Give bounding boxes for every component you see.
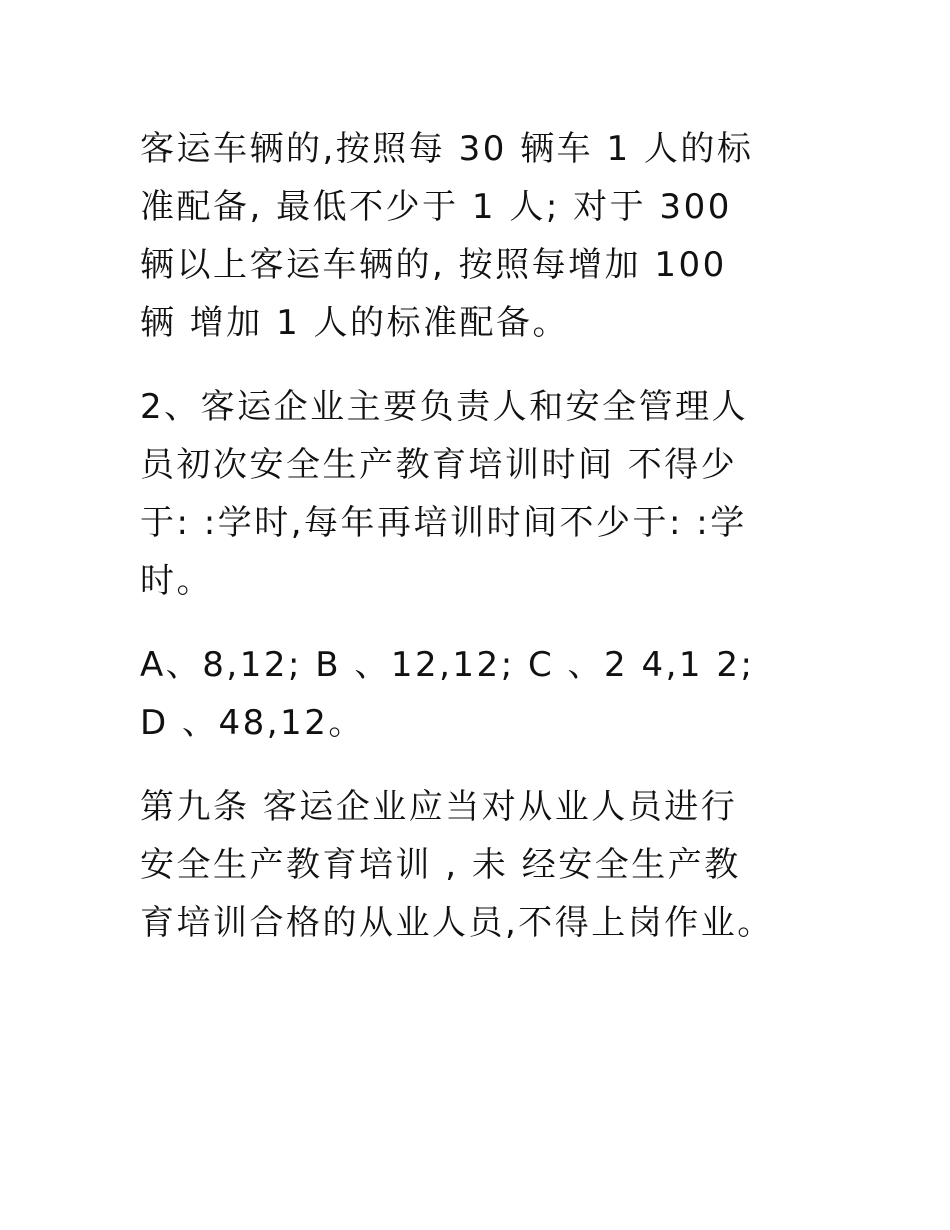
document-body [140, 120, 820, 978]
paragraph-article-9 [140, 778, 820, 952]
text-line: 时。 [140, 561, 213, 601]
text-line: 2、客运企业主要负责人和安全管理人 [140, 387, 749, 427]
text-line: 员初次安全生产教育培训时间 不得少 [140, 445, 738, 485]
text-line: 第九条 客运企业应当对从业人员进行 [140, 787, 738, 827]
text-line: 客运车辆的,按照每 30 辆车 1 人的标 [140, 129, 754, 169]
paragraph-staffing-standard [140, 120, 820, 352]
text-line: 育培训合格的从业人员,不得上岗作业。 [140, 903, 774, 943]
paragraph-answer-options [140, 636, 820, 752]
text-line: D 、48,12。 [140, 703, 365, 743]
text-line: 于: :学时,每年再培训时间不少于: :学 [140, 503, 747, 543]
text-line: 安全生产教育培训 , 未 经安全生产教 [140, 845, 741, 885]
paragraph-question-2 [140, 378, 820, 610]
text-line: 辆 增加 1 人的标准配备。 [140, 303, 570, 343]
text-line: 准配备, 最低不少于 1 人; 对于 300 [140, 187, 732, 227]
text-line: A、8,12; B 、12,12; C 、2 4,1 2; [140, 645, 755, 685]
text-line: 辆以上客运车辆的, 按照每增加 100 [140, 245, 727, 285]
